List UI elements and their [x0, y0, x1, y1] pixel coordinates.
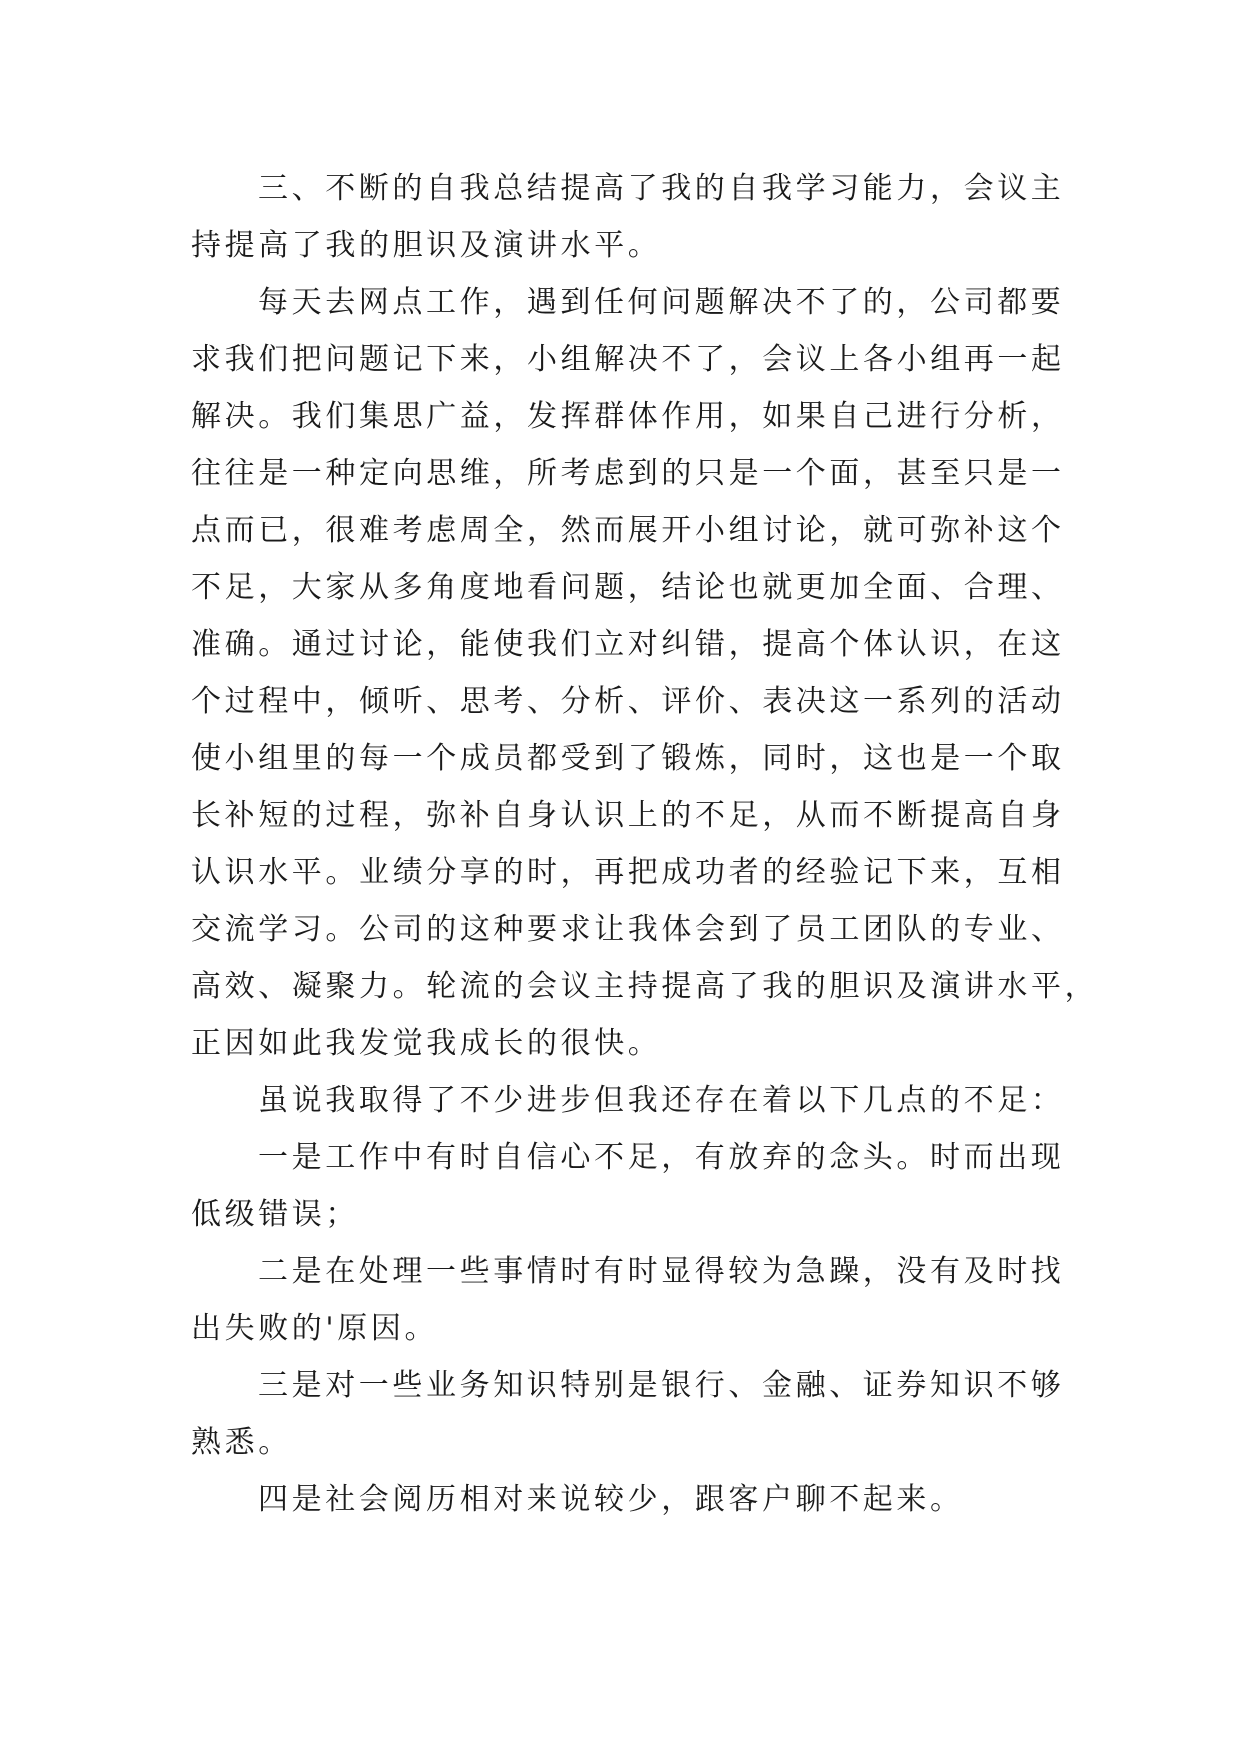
text-line: 三是对一些业务知识特别是银行、金融、证券知识不够 [258, 1368, 1065, 1403]
text-line: 熟悉。 [191, 1425, 292, 1460]
text-line: 正因如此我发觉我成长的很快。 [191, 1026, 662, 1061]
text-line: 低级错误； [191, 1197, 359, 1232]
paragraph-shortcoming-1 [191, 1129, 1063, 1243]
document-body [191, 160, 1099, 1528]
text-line: 虽说我取得了不少进步但我还存在着以下几点的不足： [258, 1083, 1065, 1118]
text-line: 往往是一种定向思维，所考虑到的只是一个面，甚至只是一 [191, 456, 1065, 491]
text-line: 持提高了我的胆识及演讲水平。 [191, 228, 662, 263]
text-line: 长补短的过程，弥补自身认识上的不足，从而不断提高自身 [191, 798, 1065, 833]
paragraph-daily-work [191, 274, 1099, 1072]
text-line: 不足，大家从多角度地看问题，结论也就更加全面、合理、 [191, 570, 1065, 605]
text-line: 认识水平。业绩分享的时，再把成功者的经验记下来，互相 [191, 855, 1065, 890]
text-line: 点而已，很难考虑周全，然而展开小组讨论，就可弥补这个 [191, 513, 1065, 548]
text-line: 个过程中，倾听、思考、分析、评价、表决这一系列的活动 [191, 684, 1065, 719]
text-line: 交流学习。公司的这种要求让我体会到了员工团队的专业、 [191, 912, 1065, 947]
text-line: 四是社会阅历相对来说较少，跟客户聊不起来。 [258, 1482, 964, 1517]
text-line: 准确。通过讨论，能使我们立对纠错，提高个体认识，在这 [191, 627, 1065, 662]
text-line: 二是在处理一些事情时有时显得较为急躁，没有及时找 [258, 1254, 1065, 1289]
text-line: 每天去网点工作，遇到任何问题解决不了的，公司都要 [258, 285, 1065, 320]
text-line: 出失败的'原因。 [191, 1311, 439, 1346]
paragraph-self-summary [191, 160, 1063, 274]
text-line: 三、不断的自我总结提高了我的自我学习能力，会议主 [258, 171, 1065, 206]
paragraph-shortcoming-4 [191, 1471, 1063, 1528]
text-line: 高效、凝聚力。轮流的会议主持提高了我的胆识及演讲水平， [191, 969, 1099, 1004]
paragraph-shortcoming-3 [191, 1357, 1063, 1471]
paragraph-shortcoming-2 [191, 1243, 1063, 1357]
text-line: 求我们把问题记下来，小组解决不了，会议上各小组再一起 [191, 342, 1065, 377]
text-line: 一是工作中有时自信心不足，有放弃的念头。时而出现 [258, 1140, 1065, 1175]
paragraph-shortcomings-intro [191, 1072, 1063, 1129]
text-line: 解决。我们集思广益，发挥群体作用，如果自己进行分析， [191, 399, 1065, 434]
text-line: 使小组里的每一个成员都受到了锻炼，同时，这也是一个取 [191, 741, 1065, 776]
